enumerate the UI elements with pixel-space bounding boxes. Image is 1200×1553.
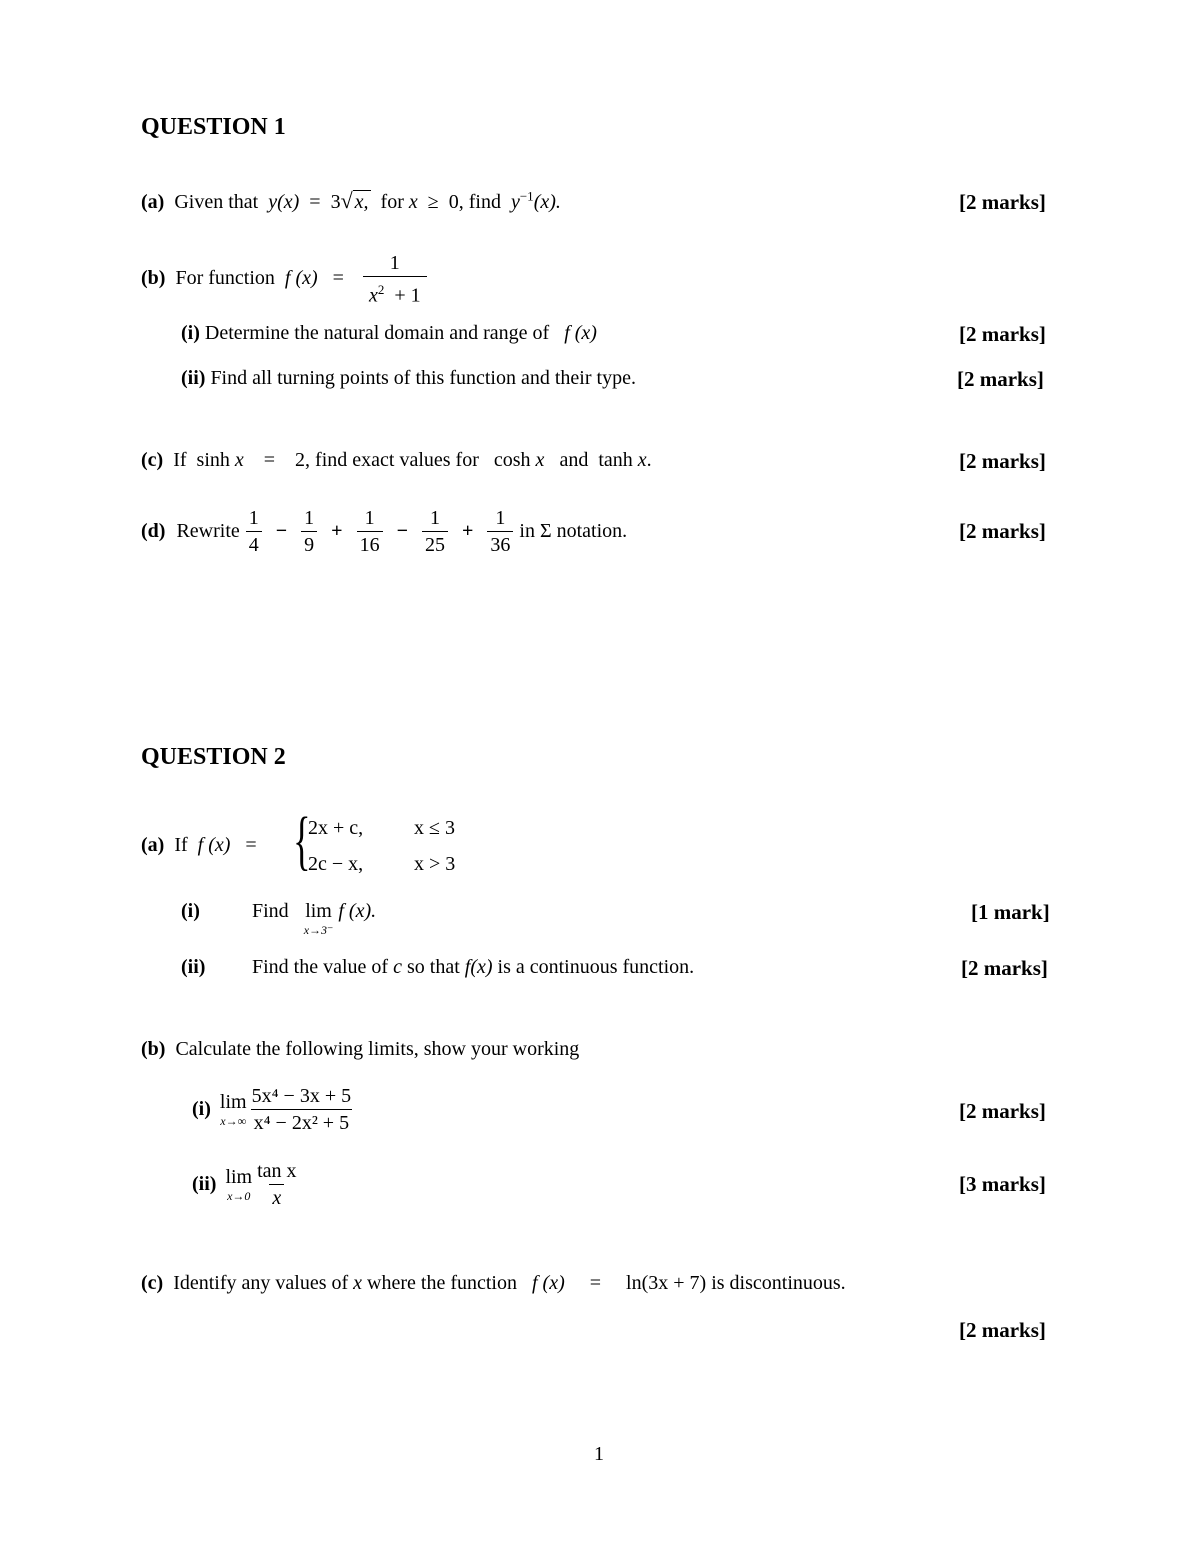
q1a-radical: √ x, [340, 188, 369, 213]
q2a-ii-mid: so that [406, 956, 460, 978]
q2a-ii-label-wrap [181, 956, 205, 979]
q2b-ii-marks: [3 marks] [959, 1172, 1046, 1196]
q2c-pre: Identify any values of [173, 1272, 349, 1294]
q1b-label: (b) [141, 266, 166, 289]
q1a-inv-sup: −1 [519, 188, 534, 204]
q1b-i-text: Determine the natural domain and range of [204, 322, 550, 344]
q2a-i-find: Find [252, 900, 289, 922]
q2a-cond1: x ≤ 3 [414, 817, 455, 839]
q1d-term: $\frac{1}{9}$ [301, 505, 317, 558]
q1a-ge: ≥ [427, 191, 439, 213]
q2b-i-fraction [249, 1083, 355, 1136]
q1b-func: f (x) [284, 266, 318, 289]
q1d-label: (d) [141, 520, 166, 542]
q2a-i-label: (i) [181, 900, 200, 922]
q2c-x: x [353, 1272, 363, 1294]
q2a-label: (a) [141, 834, 165, 856]
q1b-ii-line [181, 367, 636, 390]
q1b-fraction [363, 250, 427, 309]
q1d-term: $\frac{1}{4}$ [246, 505, 262, 558]
q2b-i-num: 5x⁴ − 3x + 5 [251, 1085, 352, 1107]
q1d-term: $\frac{1}{16}$ [357, 505, 383, 558]
q1b-i-func: f (x) [564, 322, 597, 344]
q1a-zero: 0, find [448, 191, 501, 213]
q1c-sinh: sinh [196, 449, 230, 471]
q2b-label: (b) [141, 1038, 166, 1060]
q2a-i-label-wrap [181, 900, 200, 923]
question-2-title: QUESTION 2 [141, 744, 286, 770]
q2a-ii-line [252, 956, 694, 979]
q2c-eq: = [589, 1272, 602, 1294]
q2c-marks: [2 marks] [959, 1318, 1046, 1342]
q1d-term: $\frac{1}{36}$ [487, 505, 513, 558]
q2b-i-label: (i) [192, 1098, 211, 1120]
q2b-i-limit: lim x→∞ [219, 1091, 247, 1128]
q1a-eq: = [309, 191, 321, 213]
q1b-ii-marks: [2 marks] [957, 367, 1044, 391]
q1a-marks: [2 marks] [959, 190, 1046, 214]
q1c-pre: If [173, 449, 187, 471]
q2a-ii-marks: [2 marks] [961, 956, 1048, 980]
q2b-ii-label: (ii) [192, 1173, 217, 1195]
q1d-term: $\frac{1}{25}$ [422, 505, 448, 558]
q1c-tanh: tanh [598, 449, 633, 471]
q1c-eq: = [263, 449, 276, 471]
q2a-line [141, 834, 257, 857]
q2b-ii-num: tan x [257, 1160, 297, 1182]
q2c-func: f (x) [532, 1272, 565, 1294]
page-number: 1 [594, 1443, 604, 1465]
q2a-cond2: x > 3 [414, 853, 456, 875]
q1d-op: − [396, 520, 408, 542]
q2c-line [141, 1272, 846, 1295]
q1c-mid: , find exact values for [305, 449, 479, 471]
q1a-coef: 3 [330, 191, 341, 213]
q2c-post: is discontinuous. [711, 1272, 846, 1294]
q1d-op: + [331, 520, 343, 542]
q1a-func: y(x) [268, 191, 300, 213]
q2a-eq: = [245, 834, 257, 856]
q2a-i-limit: lim x→3⁻ [303, 900, 334, 937]
q1d-line [141, 505, 627, 558]
q1c-x1: x [234, 449, 244, 471]
q2a-ii-f: f(x) [464, 956, 493, 978]
q1d-marks: [2 marks] [959, 519, 1046, 543]
q1c-marks: [2 marks] [959, 449, 1046, 473]
q1c-val: 2 [295, 449, 306, 471]
q1d-post: in Σ notation. [519, 520, 628, 542]
q2a-ii-pre: Find the value of [252, 956, 389, 978]
q2a-ii-post: is a continuous function. [497, 956, 695, 978]
q1a-inv-arg: (x). [533, 191, 561, 213]
q1b-den: $x^2 + 1$ [363, 276, 427, 309]
q1b-eq: = [332, 266, 344, 289]
q1c-cosh: cosh [493, 449, 531, 471]
q2a-case1: 2x + c, [308, 817, 364, 839]
q1b-pre: For function [175, 266, 275, 289]
q1b-i-marks: [2 marks] [959, 322, 1046, 346]
q2b-line [141, 1038, 579, 1061]
q2a-case2: 2c − x, [308, 853, 364, 875]
q2a-func: f (x) [197, 834, 231, 856]
q2a-i-line [252, 900, 376, 937]
q1b-ii-text: Find all turning points of this function and their type. [210, 367, 636, 389]
q2b-text: Calculate the following limits, show your working [175, 1038, 580, 1060]
q2a-i-marks: [1 mark] [971, 900, 1050, 924]
q1b-num: 1 [389, 252, 400, 274]
q2c-label: (c) [141, 1272, 164, 1294]
q2b-ii-line [192, 1158, 306, 1211]
q1d-op: − [275, 520, 288, 542]
q2a-ii-label: (ii) [181, 956, 206, 978]
q2b-ii-limit: lim x→0 [225, 1166, 253, 1203]
q2a-ii-c: c [393, 956, 402, 978]
q2b-ii-den: x [269, 1184, 284, 1211]
q2a-i-func: f (x). [338, 900, 377, 922]
q2c-mid: where the function [367, 1272, 517, 1294]
q2a-pre: If [174, 834, 188, 856]
q1a-cond: for [380, 191, 404, 213]
q1b-ii-label: (ii) [181, 367, 206, 389]
q1d-pre: Rewrite [176, 520, 240, 542]
q2a-brace: { [293, 804, 311, 877]
q1b-i-label: (i) [181, 322, 200, 344]
q1c-label: (c) [141, 449, 164, 471]
q2c-expr: ln(3x + 7) [626, 1272, 707, 1294]
q1b-i-line [181, 322, 597, 345]
q2b-i-den: x⁴ − 2x² + 5 [251, 1109, 353, 1136]
q1b-line [141, 250, 433, 309]
q1d-op: + [461, 520, 474, 542]
q1a-label: (a) [141, 191, 165, 213]
q1a-inv: y [510, 191, 520, 213]
q1c-end: . [646, 449, 652, 471]
q2b-ii-fraction [254, 1158, 299, 1211]
q2b-i-marks: [2 marks] [959, 1099, 1046, 1123]
q1a-var: x [408, 191, 418, 213]
q2b-i-line [192, 1083, 360, 1136]
question-1-title: QUESTION 1 [141, 114, 286, 140]
q1c-line [141, 449, 652, 472]
q1a-line [141, 188, 561, 214]
q1c-x3: x [637, 449, 647, 471]
q1c-and: and [559, 449, 589, 471]
q1c-x2: x [535, 449, 545, 471]
q1a-pre: Given that [174, 191, 259, 213]
